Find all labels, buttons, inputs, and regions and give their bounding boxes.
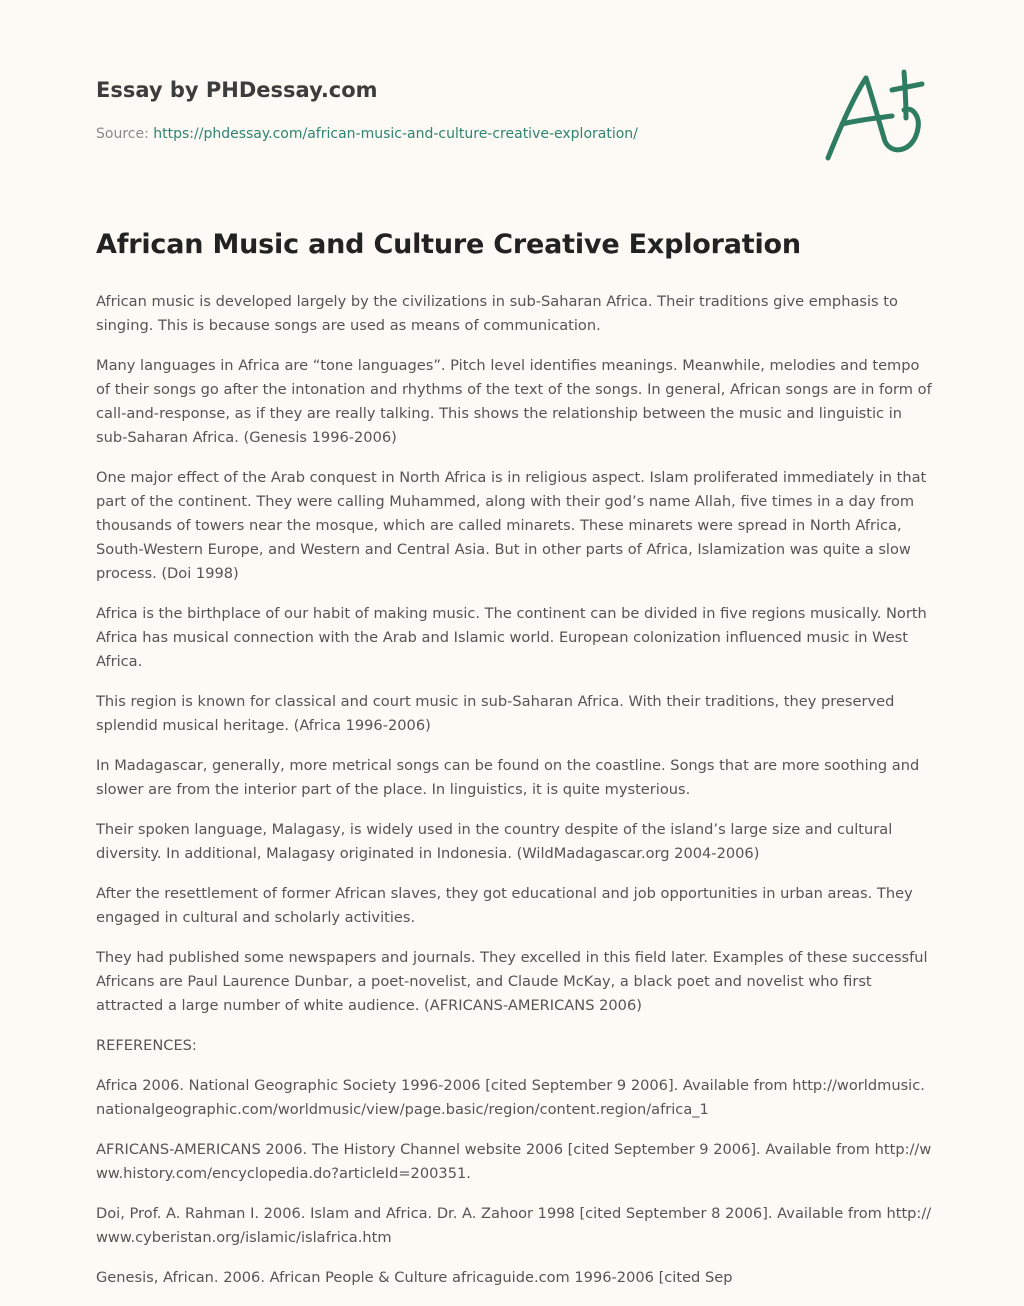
paragraph: One major effect of the Arab conquest in North Africa is in religious aspect. Islam proliferated immediately in that part of the continent. They were calling Muhammed, along with their god’s name Allah, five times in a day from thousands of towers near the mosque, which are called minarets. These minarets were spread in North Africa, South-Western Europe, and Western and Central Asia. But in other parts of Africa, Islamization was quite a slow process. (Doi 1998)	[96, 469, 927, 582]
reference-item: Africa 2006. National Geographic Society 1996-2006 [cited September 9 2006]. Available from http://worldmusic.nationalgeographic.com/worldmusic/view/page.basic/region/content.region/africa_1	[96, 1077, 925, 1118]
references-heading: REFERENCES:	[96, 1037, 197, 1054]
a-plus-logo-icon	[818, 66, 930, 168]
paragraph: They had published some newspapers and journals. They excelled in this field later. Examples of these successful Africans are Paul Laurence Dunbar, a poet-novelist, and Claude McKay, a black poet and novelist who first attracted a large number of white audience. (AFRICANS-AMERICANS 2006)	[96, 949, 928, 1014]
source-link[interactable]: https://phdessay.com/african-music-and-culture-creative-exploration/	[153, 126, 638, 142]
paragraph: Africa is the birthplace of our habit of making music. The continent can be divided in five regions musically. North Africa has musical connection with the Arab and Islamic world. European colonization influenced music in West Africa.	[96, 605, 927, 670]
paragraph: Many languages in Africa are “tone languages”. Pitch level identifies meanings. Meanwhile, melodies and tempo of their songs go after the intonation and rhythms of the text of the songs. In general, African songs are in form of call-and-response, as if they are really talking. This shows the relationship between the music and linguistic in sub-Saharan Africa. (Genesis 1996-2006)	[96, 357, 932, 446]
essay-title: African Music and Culture Creative Exploration	[96, 229, 801, 260]
paragraph: Their spoken language, Malagasy, is widely used in the country despite of the island’s large size and cultural diversity. In additional, Malagasy originated in Indonesia. (WildMadagascar.org 2004-2006)	[96, 821, 893, 862]
reference-item: Genesis, African. 2006. African People & Culture africaguide.com 1996-2006 [cited Sep	[96, 1269, 733, 1286]
paragraph: African music is developed largely by the civilizations in sub-Saharan Africa. Their traditions give emphasis to singing. This is because songs are used as means of communication.	[96, 293, 898, 334]
reference-item: Doi, Prof. A. Rahman I. 2006. Islam and Africa. Dr. A. Zahoor 1998 [cited September 8 2006]. Available from http://www.cyberistan.org/islamic/islafrica.htm	[96, 1205, 932, 1246]
essay-body	[96, 226, 932, 1306]
paragraph: In Madagascar, generally, more metrical songs can be found on the coastline. Songs that are more soothing and slower are from the interior part of the place. In linguistics, it is quite mysterious.	[96, 757, 920, 798]
reference-item: AFRICANS-AMERICANS 2006. The History Channel website 2006 [cited September 9 2006]. Available from http://www.history.com/encyclopedia.do?articleId=200351.	[96, 1141, 932, 1182]
source-label: Source:	[96, 126, 154, 142]
paragraph: This region is known for classical and court music in sub-Saharan Africa. With their traditions, they preserved splendid musical heritage. (Africa 1996-2006)	[96, 693, 895, 734]
source-line	[96, 124, 796, 144]
page-header	[96, 74, 796, 144]
paragraph: After the resettlement of former African slaves, they got educational and job opportunities in urban areas. They engaged in cultural and scholarly activities.	[96, 885, 913, 926]
site-title: Essay by PHDessay.com	[96, 78, 378, 102]
